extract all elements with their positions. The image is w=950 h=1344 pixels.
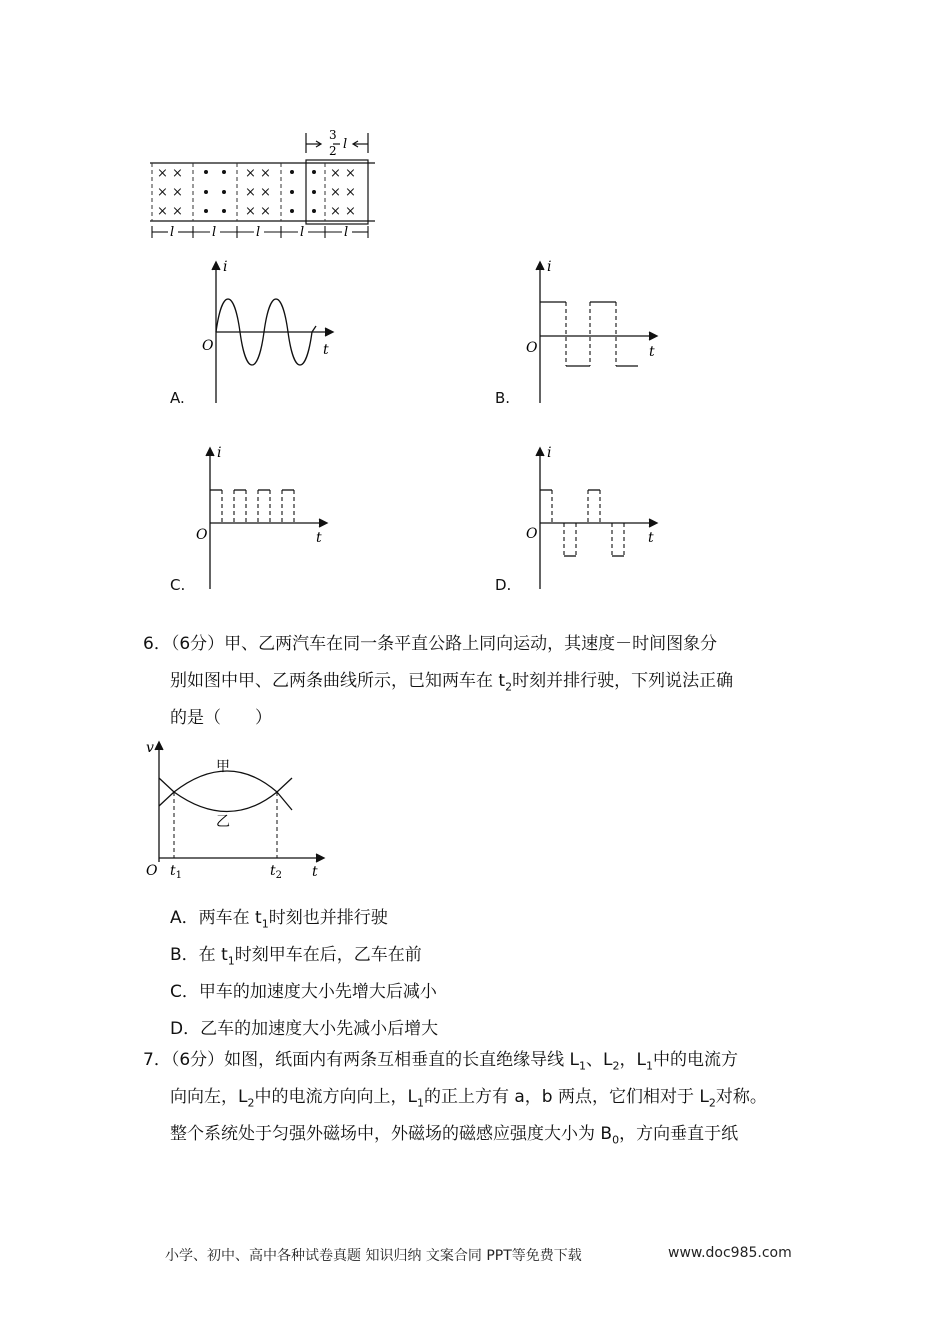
q7-text: 、L	[586, 1050, 613, 1070]
origin: O	[196, 527, 208, 543]
q7-text: 中的电流方向向上，L	[254, 1087, 417, 1107]
axis-i: i	[547, 259, 552, 275]
vt-t2: $t_2$	[270, 863, 283, 881]
q7-score: （6分）	[170, 1050, 225, 1070]
q6-number: 6．	[143, 634, 171, 654]
axis-t: t	[649, 344, 655, 360]
vt-t1: $t_1$	[170, 863, 183, 881]
option-a-pre: 两车在 t	[198, 908, 262, 928]
axis-t: t	[316, 530, 322, 546]
svg-text:× ×: × ×	[157, 185, 183, 200]
footer-left: 小学、初中、高中各种试卷真题 知识归纳 文案合同 PPT等免费下载	[165, 1248, 582, 1264]
sub: 2	[612, 1059, 620, 1073]
origin: O	[202, 338, 214, 354]
svg-text:× ×: × ×	[330, 185, 356, 200]
magnetic-field-figure	[140, 120, 380, 245]
q7-text: ，方向垂直于纸	[619, 1124, 739, 1144]
sub: 1	[261, 917, 269, 931]
vt-t: t	[312, 864, 318, 880]
dim-l-3: l	[256, 225, 261, 240]
axis-i: i	[217, 445, 222, 461]
frac-l: l	[343, 137, 348, 152]
vt-o: O	[146, 863, 158, 879]
sub: 1	[416, 1096, 424, 1110]
q7-text: ，L	[619, 1050, 646, 1070]
q6-option-d[interactable]	[170, 1014, 438, 1039]
q6-option-a[interactable]	[170, 903, 388, 930]
option-label-b: B.	[495, 389, 511, 407]
sub: 1	[227, 954, 235, 968]
dim-l-5: l	[344, 225, 349, 240]
q7-text: 整个系统处于匀强外磁场中，外磁场的磁感应强度大小为 B	[170, 1124, 613, 1144]
axis-i: i	[547, 445, 552, 461]
sub: 1	[646, 1059, 653, 1073]
q7-text: 的正上方有 a，b 两点，它们相对于 L	[423, 1087, 709, 1107]
q6-stem-1: 甲、乙两汽车在同一条平直公路上同向运动，其速度－时间图象分	[224, 634, 718, 654]
graph-a	[196, 258, 346, 408]
svg-text:× ×: × ×	[330, 166, 356, 181]
vt-v: v	[146, 740, 154, 756]
option-d-label: D．	[170, 1019, 201, 1039]
graph-b	[520, 258, 670, 408]
q6-stem-2a: 别如图中甲、乙两条曲线所示，已知两车在 t	[170, 671, 506, 691]
svg-text:× ×: × ×	[245, 185, 271, 200]
sub: 0	[612, 1133, 620, 1147]
axis-t: t	[323, 342, 329, 358]
vt-graph	[140, 738, 340, 883]
q7-text: 中的电流方	[653, 1050, 738, 1070]
q7-text: 对称。	[715, 1087, 767, 1107]
frac-numerator: 3	[329, 128, 337, 142]
axis-i: i	[223, 259, 228, 275]
graph-c	[190, 444, 340, 594]
frac-denominator: 2	[329, 144, 337, 158]
dim-l-1: l	[170, 225, 175, 240]
vt-yi: 乙	[216, 814, 230, 830]
origin: O	[526, 340, 538, 356]
svg-text:× ×: × ×	[157, 204, 183, 219]
option-label-d: D.	[495, 576, 512, 594]
origin: O	[526, 526, 538, 542]
q6-option-b[interactable]	[170, 940, 422, 967]
option-d-text: 乙车的加速度大小先减小后增大	[200, 1019, 439, 1039]
q6-line1	[143, 626, 717, 663]
q6-score: （6分）	[170, 634, 225, 654]
option-label-c: C.	[170, 576, 186, 594]
q7-text: 向向左，L	[170, 1087, 248, 1107]
dim-l-4: l	[300, 225, 305, 240]
sub: 2	[247, 1096, 255, 1110]
svg-text:× ×: × ×	[245, 166, 271, 181]
svg-text:× ×: × ×	[157, 166, 183, 181]
footer-link[interactable]: www.doc985.com	[668, 1245, 792, 1261]
sub: 2	[505, 680, 513, 694]
vt-jia: 甲	[216, 759, 230, 775]
option-label-a: A.	[170, 389, 185, 407]
q7-text: 如图，纸面内有两条互相垂直的长直绝缘导线 L	[224, 1050, 580, 1070]
svg-text:× ×: × ×	[245, 204, 271, 219]
q6-line3: 的是（ ）	[170, 708, 272, 728]
q7-number: 7．	[143, 1050, 171, 1070]
graph-d	[520, 444, 670, 594]
option-a-label: A．	[170, 908, 199, 928]
q7-line3	[170, 1116, 738, 1158]
q6-option-c[interactable]	[170, 977, 437, 1002]
svg-text:× ×: × ×	[330, 204, 356, 219]
option-c-label: C．	[170, 982, 199, 1002]
option-b-pre: 在 t	[198, 945, 228, 965]
q6-stem-2b: 时刻并排行驶，下列说法正确	[512, 671, 734, 691]
option-c-text: 甲车的加速度大小先增大后减小	[198, 982, 437, 1002]
option-b-post: 时刻甲车在后，乙车在前	[234, 945, 422, 965]
sub: 1	[579, 1059, 587, 1073]
option-b-label: B．	[170, 945, 199, 965]
axis-t: t	[648, 530, 654, 546]
dim-l-2: l	[212, 225, 217, 240]
option-a-post: 时刻也并排行驶	[268, 908, 388, 928]
sub: 2	[708, 1096, 716, 1110]
